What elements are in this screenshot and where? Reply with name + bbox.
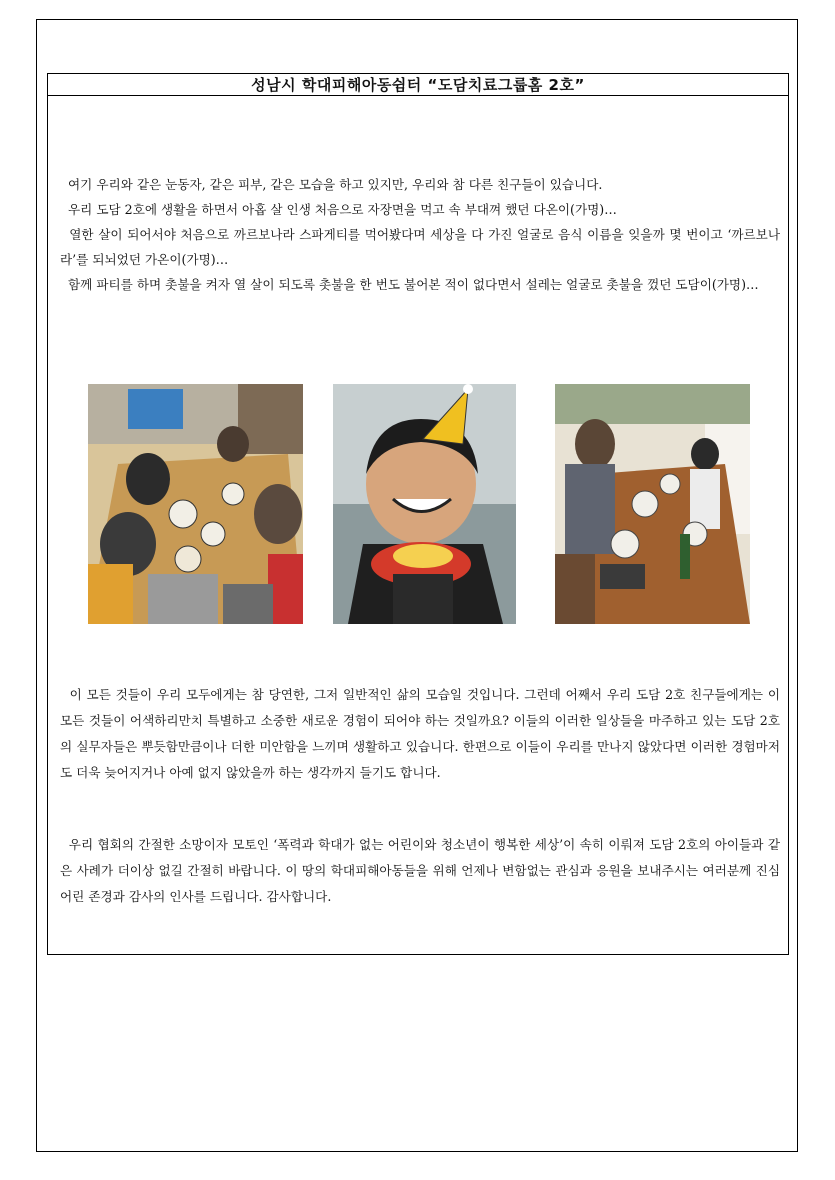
- intro-line: 여기 우리와 같은 눈동자, 같은 피부, 같은 모습을 하고 있지만, 우리와 참 다른 친구들이 있습니다.: [68, 177, 603, 192]
- photo-birthday-boy: [333, 384, 516, 624]
- daily-life-paragraph: [60, 682, 780, 786]
- closing-text: 우리 협회의 간절한 소망이자 모토인 ‘폭력과 학대가 없는 어린이와 청소년이 행복한 세상’이 속히 이뤄져 도담 2호의 아이들과 같은 사례가 더이상 없길 간절히 바랍니다. 이 땅의 학대피해아동들을 위해 언제나 변함없는 관심과 응원을 보내주시는 여러분께 진심 어린 존경과 감사의 인사를 드립니다. 감사합니다.: [60, 837, 780, 904]
- photo-children-meal: [88, 384, 303, 624]
- daily-life-text: 이 모든 것들이 우리 모두에게는 참 당연한, 그저 일반적인 삶의 모습일 것입니다. 그런데 어째서 우리 도담 2호 친구들에게는 이 모든 것들이 어색하리만치 특별하고 소중한 새로운 경험이 되어야 하는 것일까요? 이들의 이러한 일상들을 마주하고 있는 도담 2호의 실무자들은 뿌듯함만큼이나 더한 미안함을 느끼며 생활하고 있습니다. 한편으로 이들이 우리를 만나지 않았다면 이러한 경험마저도 더욱 늦어지거나 아예 없지 않았을까 하는 생각까지 들기도 합니다.: [60, 687, 780, 780]
- photo-restaurant-table: [555, 384, 750, 624]
- intro-paragraph: [60, 172, 780, 297]
- intro-line: 열한 살이 되어서야 처음으로 까르보나라 스파게티를 먹어봤다며 세상을 다 가진 얼굴로 음식 이름을 잊을까 몇 번이고 ‘까르보나라’를 되뇌었던 가온이(가명)…: [60, 227, 780, 267]
- intro-line: 우리 도담 2호에 생활을 하면서 아홉 살 인생 처음으로 자장면을 먹고 속 부대껴 했던 다온이(가명)…: [68, 202, 617, 217]
- intro-line: 함께 파티를 하며 촛불을 켜자 열 살이 되도록 촛불을 한 번도 불어본 적이 없다면서 설레는 얼굴로 촛불을 껐던 도담이(가명)…: [68, 277, 759, 292]
- document-box: [47, 73, 789, 955]
- document-title: 성남시 학대피해아동쉼터 “도담치료그룹홈 2호”: [48, 74, 788, 96]
- closing-paragraph: [60, 832, 780, 910]
